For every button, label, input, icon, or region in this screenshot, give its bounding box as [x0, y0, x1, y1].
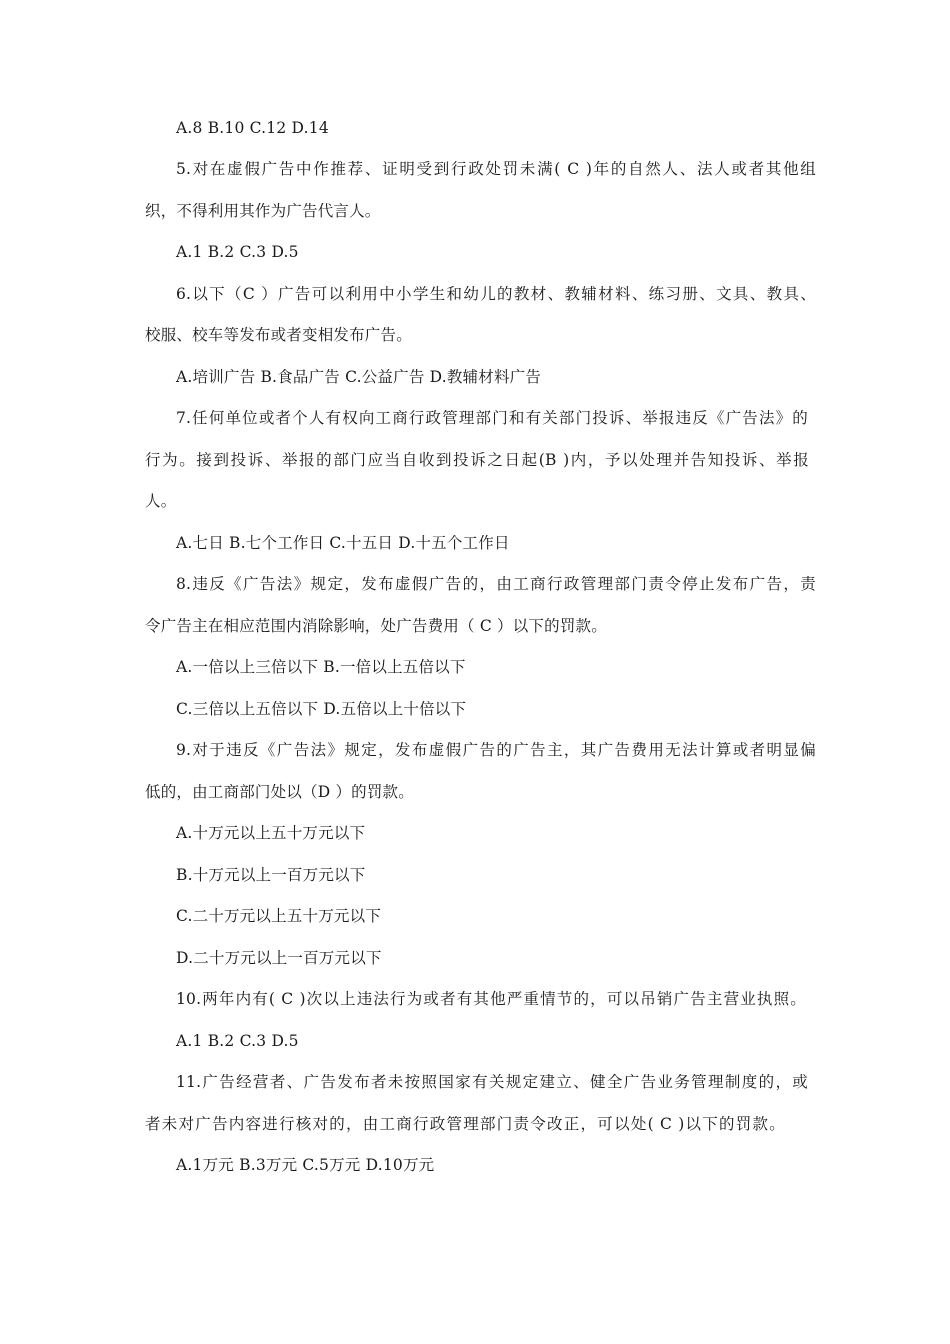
q6-question-line-1: 6.以下（C ）广告可以利用中小学生和幼儿的教材、教辅材料、练习册、文具、教具、 — [176, 285, 816, 303]
q5-question-line-2: 织，不得利用其作为广告代言人。 — [145, 202, 381, 220]
q8-options-row-1: A.一倍以上三倍以下 B.一倍以上五倍以下 — [176, 658, 466, 676]
q11-options: A.1万元 B.3万元 C.5万元 D.10万元 — [176, 1156, 435, 1174]
q7-question-line-2: 行为。接到投诉、举报的部门应当自收到投诉之日起(B )内，予以处理并告知投诉、举报 — [145, 451, 809, 469]
q6-question-line-2: 校服、校车等发布或者变相发布广告。 — [145, 326, 412, 344]
q10-question: 10.两年内有( C )次以上违法行为或者有其他严重情节的，可以吊销广告主营业执照。 — [176, 990, 806, 1008]
q5-question-line-1: 5.对在虚假广告中作推荐、证明受到行政处罚未满( C )年的自然人、法人或者其他组 — [176, 160, 816, 178]
q11-question-line-2: 者未对广告内容进行核对的，由工商行政管理部门责令改正，可以处( C )以下的罚款。 — [145, 1115, 785, 1133]
q7-options: A.七日 B.七个工作日 C.十五日 D.十五个工作日 — [176, 534, 510, 552]
q6-options: A.培训广告 B.食品广告 C.公益广告 D.教辅材料广告 — [176, 368, 542, 386]
q9-option-a: A.十万元以上五十万元以下 — [176, 824, 366, 842]
q9-question-line-2: 低的，由工商部门处以（D ）的罚款。 — [145, 783, 414, 801]
q8-question-line-1: 8.违反《广告法》规定，发布虚假广告的，由工商行政管理部门责令停止发布广告，责 — [176, 575, 816, 593]
q8-question-line-2: 令广告主在相应范围内消除影响，处广告费用（ C ）以下的罚款。 — [145, 617, 607, 635]
q11-question-line-1: 11.广告经营者、广告发布者未按照国家有关规定建立、健全广告业务管理制度的，或 — [176, 1073, 808, 1091]
q4-options: A.8 B.10 C.12 D.14 — [176, 119, 329, 137]
q5-options: A.1 B.2 C.3 D.5 — [176, 243, 299, 261]
q7-question-line-3: 人。 — [145, 492, 177, 510]
q9-option-b: B.十万元以上一百万元以下 — [176, 866, 366, 884]
q9-question-line-1: 9.对于违反《广告法》规定，发布虚假广告的广告主，其广告费用无法计算或者明显偏 — [176, 741, 816, 759]
q9-option-c: C.二十万元以上五十万元以下 — [176, 907, 382, 925]
q9-option-d: D.二十万元以上一百万元以下 — [176, 949, 382, 967]
q8-options-row-2: C.三倍以上五倍以下 D.五倍以上十倍以下 — [176, 700, 467, 718]
q10-options: A.1 B.2 C.3 D.5 — [176, 1032, 299, 1050]
q7-question-line-1: 7.任何单位或者个人有权向工商行政管理部门和有关部门投诉、举报违反《广告法》的 — [176, 409, 808, 427]
